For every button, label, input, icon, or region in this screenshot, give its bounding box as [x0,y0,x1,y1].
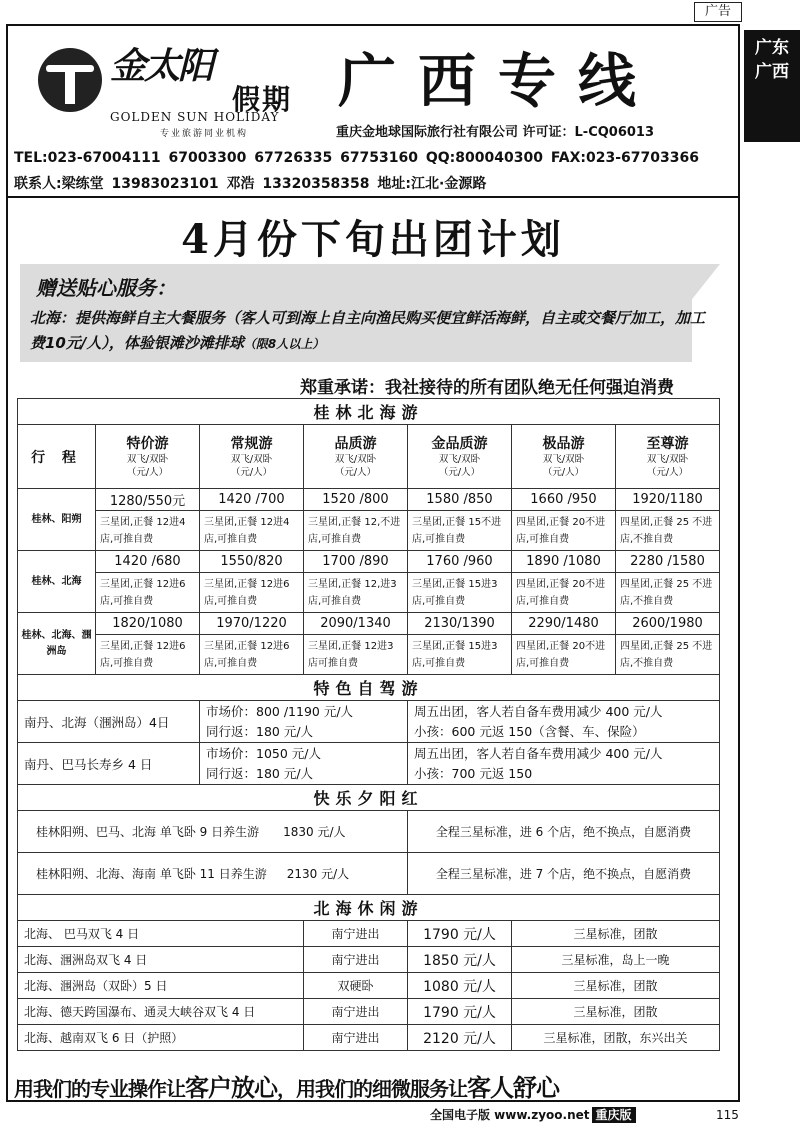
beihai-note: 三星标准，团散 [512,999,720,1025]
tier-header [616,425,720,489]
section-title-beihai: 北海休闲游 [18,895,720,921]
gift-text [30,306,710,357]
slogan-emphasis2: 客人舒心 [467,1073,559,1102]
price-cell: 1520 /800 [304,489,408,511]
slogan-emphasis1: 客户放心 [185,1073,277,1102]
selfdrive-schedule: 周五出团，客人若自备车费用减少 400 元/人 [414,745,663,761]
detail-cell: 三星团,正餐 12进6店,可推自费 [96,635,200,675]
detail-cell: 四星团,正餐 25 不进店,不推自费 [616,573,720,613]
sunset-row [18,853,408,895]
beihai-route: 北海、德天跨国瀑布、通灵大峡谷双飞 4 日 [18,999,304,1025]
tier-header [200,425,304,489]
selfdrive-schedule: 周五出团，客人若自备车费用减少 400 元/人 [414,703,663,719]
brand-name: 金太阳 [110,45,213,87]
selfdrive-route: 南丹、巴马长寿乡 4 日 [18,743,200,785]
agency-info: 重庆金地球国际旅行社有限公司 许可证：L-CQ06013 [336,125,655,140]
beihai-note: 三星标准，团散 [512,973,720,999]
price-cell: 1660 /950 [512,489,616,511]
brand-english: GOLDEN SUN HOLIDAY [110,110,280,124]
detail-cell: 三星团,正餐 12进3店可推自费 [304,635,408,675]
promise-text: 郑重承诺：我社接待的所有团队绝无任何强迫消费 [300,378,674,398]
detail-cell: 四星团,正餐 25 不进店,不推自费 [616,635,720,675]
tier-name: 品质游 [334,435,377,452]
selfdrive-child: 小孩：700 元返 150 [414,765,533,781]
price-cell: 2090/1340 [304,613,408,635]
tier-sub: 双飞/双卧 [646,453,689,465]
beihai-price: 1790 元/人 [408,921,512,947]
selfdrive-price [200,743,408,785]
slogan-part2: ，用我们的细微服务让 [277,1077,467,1101]
detail-cell: 三星团,正餐 12,不进店,可推自费 [304,511,408,551]
tier-name: 至尊游 [646,435,689,452]
tier-sub: 双飞/双卧 [126,453,169,465]
sunset-price: 2130 元/人 [286,867,350,881]
tier-header [304,425,408,489]
region-tab [744,30,800,142]
tier-unit: （元/人） [126,466,169,478]
sun-logo-icon [38,48,102,112]
section-title-sunset: 快乐夕阳红 [18,785,720,811]
tier-sub: 双飞/双卧 [438,453,481,465]
tier-unit: （元/人） [230,466,273,478]
section-title-selfdrive: 特色自驾游 [18,675,720,701]
agent-rebate: 同行返：180 元/人 [206,723,314,739]
price-cell: 2600/1980 [616,613,720,635]
beihai-port: 南宁进出 [304,921,408,947]
detail-cell: 四星团,正餐 20不进店,可推自费 [512,511,616,551]
beihai-note: 三星标准，岛上一晚 [512,947,720,973]
detail-cell: 四星团,正餐 20不进店,可推自费 [512,635,616,675]
sunset-route: 桂林阳朔、巴马、北海 单飞卧 9 日养生游 [36,825,260,839]
tier-name: 极品游 [542,435,585,452]
detail-cell: 三星团,正餐 15进3店,可推自费 [408,635,512,675]
divider [6,196,740,198]
tier-header [408,425,512,489]
plan-title: 4月份下旬出团计划 [181,216,565,263]
gift-body: 北海：提供海鲜自主大餐服务（客人可到海上自主向渔民购买便宜鲜活海鲜，自主或交餐厅加工，加工费10元/人），体验银滩沙滩排球 [30,309,706,352]
tour-table [17,398,720,1051]
region-tab-line2: 广西 [755,62,789,82]
sunset-info: 全程三星标准，进 7 个店，绝不换点，自愿消费 [408,853,720,895]
route-cell: 桂林、北海 [18,551,96,613]
beihai-note: 三星标准，团散 [512,921,720,947]
price-cell: 1420 /680 [96,551,200,573]
detail-cell: 三星团,正餐 12进6店,可推自费 [200,635,304,675]
detail-cell: 三星团,正餐 15不进店,可推自费 [408,511,512,551]
tier-unit: （元/人） [438,466,481,478]
gift-heading: 赠送贴心服务： [36,276,176,300]
beihai-route: 北海、 巴马双飞 4 日 [18,921,304,947]
tier-sub: 双飞/双卧 [542,453,585,465]
beihai-port: 南宁进出 [304,947,408,973]
route-cell: 桂林、阳朔 [18,489,96,551]
detail-cell: 三星团,正餐 12进4店,可推自费 [96,511,200,551]
detail-cell: 三星团,正餐 12进6店,可推自费 [96,573,200,613]
tier-unit: （元/人） [646,466,689,478]
price-cell: 1920/1180 [616,489,720,511]
sunset-row [18,811,408,853]
price-cell: 1580 /850 [408,489,512,511]
beihai-port: 南宁进出 [304,999,408,1025]
contact-people: 联系人:梁练堂 13983023101 邓浩 13320358358 地址:江北·金源路 [14,176,487,192]
page-title: 广西专线 [338,47,659,115]
selfdrive-child: 小孩：600 元返 150（含餐、车、保险） [414,723,645,739]
detail-cell: 三星团,正餐 12进4店,可推自费 [200,511,304,551]
beihai-price: 1850 元/人 [408,947,512,973]
selfdrive-route: 南丹、北海（涠洲岛）4日 [18,701,200,743]
tier-unit: （元/人） [334,466,377,478]
beihai-route: 北海、涠洲岛（双卧）5 日 [18,973,304,999]
price-cell: 1700 /890 [304,551,408,573]
price-cell: 1420 /700 [200,489,304,511]
slogan-part1: 用我们的专业操作让 [14,1077,185,1101]
detail-cell: 三星团,正餐 12进6店,可推自费 [200,573,304,613]
sunset-info: 全程三星标准，进 6 个店，绝不换点，自愿消费 [408,811,720,853]
brand-subtitle: 专业旅游同业机构 [160,129,249,139]
route-header: 行 程 [18,425,96,489]
price-cell: 1970/1220 [200,613,304,635]
price-cell: 1890 /1080 [512,551,616,573]
price-cell: 2130/1390 [408,613,512,635]
tier-sub: 双飞/双卧 [334,453,377,465]
price-cell: 1820/1080 [96,613,200,635]
beihai-route: 北海、越南双飞 6 日（护照） [18,1025,304,1051]
sunset-route: 桂林阳朔、北海、海南 单飞卧 11 日养生游 [36,867,267,881]
edition-badge: 重庆版 [592,1107,636,1123]
beihai-route: 北海、涠洲岛双飞 4 日 [18,947,304,973]
slogan [14,1068,730,1103]
beihai-price: 1080 元/人 [408,973,512,999]
beihai-port: 南宁进出 [304,1025,408,1051]
detail-cell: 三星团,正餐 15进3店,可推自费 [408,573,512,613]
sunset-price: 1830 元/人 [283,825,346,839]
gift-note: （限8人以上） [243,337,325,351]
price-cell: 2280 /1580 [616,551,720,573]
tier-name: 特价游 [126,435,169,452]
detail-cell: 四星团,正餐 25 不进店,不推自费 [616,511,720,551]
route-cell: 桂林、北海、涠洲岛 [18,613,96,675]
price-cell: 1760 /960 [408,551,512,573]
tier-header [512,425,616,489]
beihai-note: 三星标准，团散，东兴出关 [512,1025,720,1051]
section-title-guilin: 桂林北海游 [18,399,720,425]
ad-tag: 广告 [694,2,742,22]
tier-name: 金品质游 [431,435,488,452]
selfdrive-info [408,743,720,785]
beihai-price: 2120 元/人 [408,1025,512,1051]
selfdrive-price [200,701,408,743]
region-tab-line1: 广东 [755,38,789,58]
market-price: 市场价：1050 元/人 [206,745,321,761]
price-cell: 1550/820 [200,551,304,573]
footer-site: 全国电子版 www.zyoo.net [430,1108,590,1122]
selfdrive-info [408,701,720,743]
beihai-price: 1790 元/人 [408,999,512,1025]
tier-sub: 双飞/双卧 [230,453,273,465]
price-cell: 2290/1480 [512,613,616,635]
agent-rebate: 同行返：180 元/人 [206,765,314,781]
contact-phones: TEL:023-67004111 67003300 67726335 67753160 QQ:800040300 FAX:023-67703366 [14,150,699,166]
detail-cell: 三星团,正餐 12,进3店,可推自费 [304,573,408,613]
page-number: 115 [716,1108,739,1122]
beihai-port: 双硬卧 [304,973,408,999]
detail-cell: 四星团,正餐 20不进店,可推自费 [512,573,616,613]
market-price: 市场价：800 /1190 元/人 [206,703,354,719]
tier-name: 常规游 [230,435,273,452]
tier-unit: （元/人） [542,466,585,478]
footer [430,1106,636,1123]
price-cell: 1280/550元 [96,489,200,511]
tier-header [96,425,200,489]
brand-suffix: 假期 [232,83,293,116]
